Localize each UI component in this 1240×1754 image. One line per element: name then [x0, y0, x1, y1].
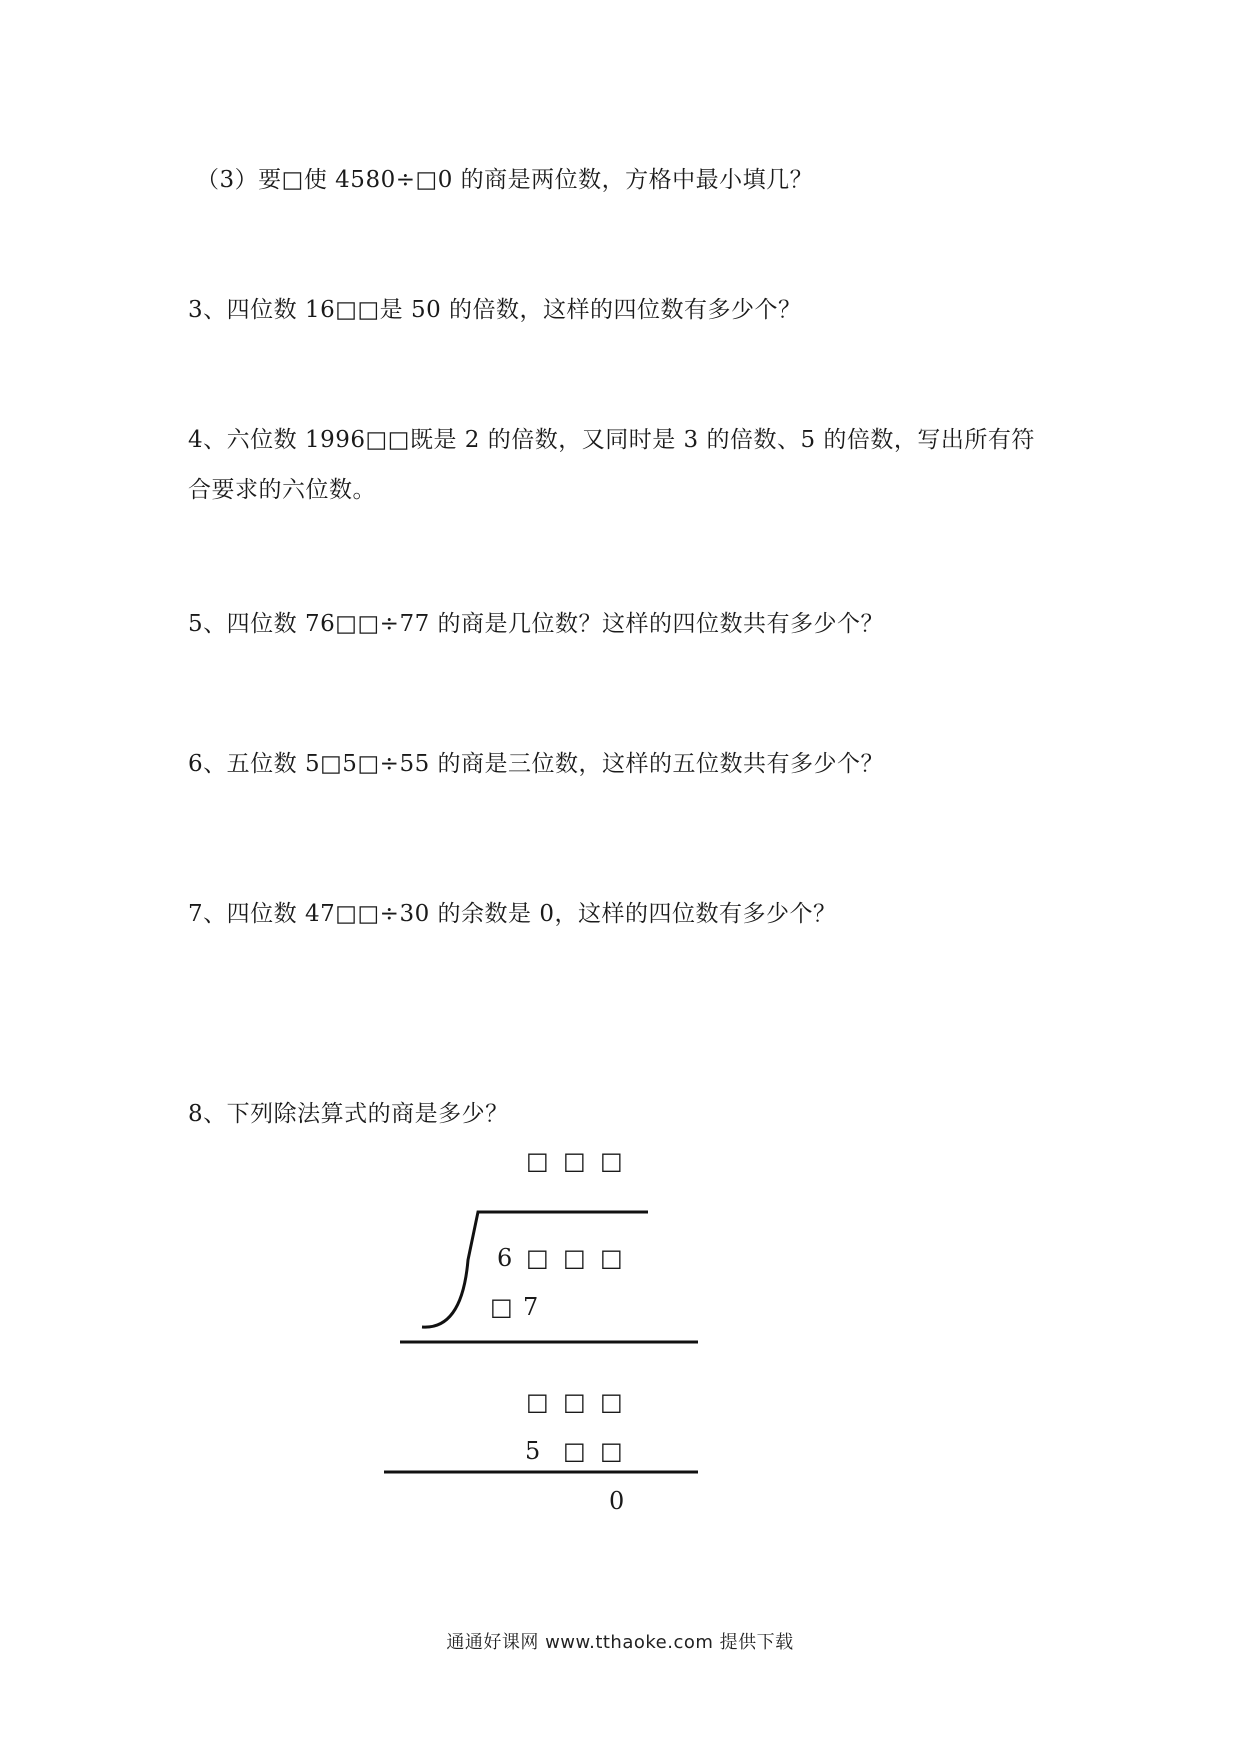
question-4-line-1: 4、六位数 1996□□既是 2 的倍数，又同时是 3 的倍数、5 的倍数，写出所有符	[188, 427, 1035, 453]
dividend-digit: □	[563, 1244, 586, 1272]
dividend-digit: 6	[497, 1244, 513, 1272]
question-8: 8、下列除法算式的商是多少？	[188, 1101, 509, 1127]
quotient-digit: □	[600, 1147, 623, 1175]
quotient-digit: □	[563, 1147, 586, 1175]
subtract-digit: □	[600, 1437, 623, 1465]
subtract-digit: 5	[525, 1437, 541, 1465]
footer-source: 通通好课网 www.tthaoke.com 提供下载	[446, 1632, 794, 1653]
question-5: 5、四位数 76□□÷77 的商是几位数？这样的四位数共有多少个？	[188, 611, 885, 637]
subtract-digit: □	[563, 1437, 586, 1465]
question-3: 3、四位数 16□□是 50 的倍数，这样的四位数有多少个？	[188, 297, 802, 323]
partial-digit: □	[526, 1388, 549, 1416]
dividend-digit: □	[600, 1244, 623, 1272]
partial-digit: □	[600, 1388, 623, 1416]
divisor-digit: □	[490, 1293, 513, 1321]
question-6: 6、五位数 5□5□÷55 的商是三位数，这样的五位数共有多少个？	[188, 751, 885, 777]
question-4-line-2: 合要求的六位数。	[188, 477, 376, 503]
partial-digit: □	[563, 1388, 586, 1416]
question-7: 7、四位数 47□□÷30 的余数是 0，这样的四位数有多少个？	[188, 901, 837, 927]
divisor-digit: 7	[523, 1293, 539, 1321]
dividend-digit: □	[526, 1244, 549, 1272]
remainder-digit: 0	[609, 1487, 625, 1515]
question-2-3: （3）要□使 4580÷□0 的商是两位数，方格中最小填几？	[196, 167, 814, 193]
quotient-digit: □	[526, 1147, 549, 1175]
